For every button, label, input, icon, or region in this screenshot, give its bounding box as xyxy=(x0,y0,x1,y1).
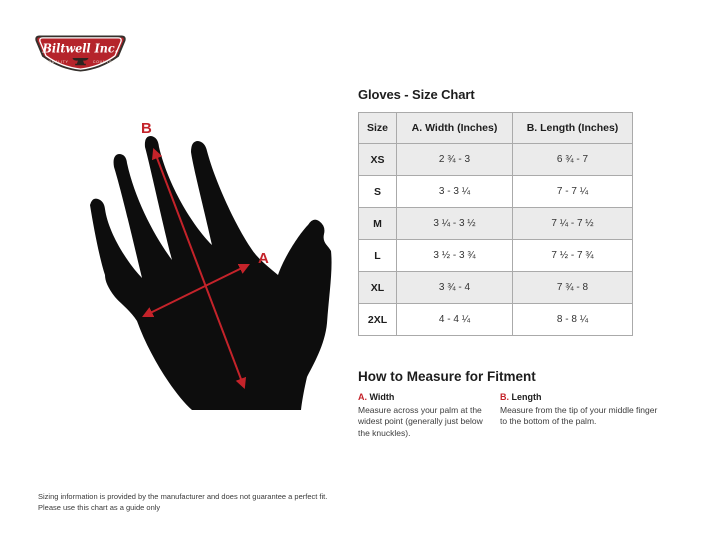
biltwell-logo xyxy=(33,34,128,73)
disclaimer-line-2: Please use this chart as a guide only xyxy=(38,503,161,513)
length-cell: 7 ¼ - 7 ½ xyxy=(513,208,633,240)
measure-width-key: A. xyxy=(358,392,367,402)
length-cell: 7 ½ - 7 ¾ xyxy=(513,240,633,272)
table-row xyxy=(359,208,633,240)
measure-length-label xyxy=(500,392,662,402)
measure-width-block xyxy=(358,392,496,439)
size-chart-table xyxy=(358,112,633,336)
width-cell: 4 - 4 ¼ xyxy=(397,304,513,336)
size-cell: L xyxy=(359,240,397,272)
measure-width-label xyxy=(358,392,496,402)
size-chart-title: Gloves - Size Chart xyxy=(358,87,475,102)
brand-script-text: Biltwell Inc. xyxy=(41,41,119,56)
length-cell: 8 - 8 ¼ xyxy=(513,304,633,336)
column-header: B. Length (Inches) xyxy=(513,113,633,144)
table-row xyxy=(359,176,633,208)
size-cell: XL xyxy=(359,272,397,304)
disclaimer-line-1: Sizing information is provided by the manufacturer and does not guarantee a perfect fit. xyxy=(38,492,328,501)
length-cell: 7 - 7 ¼ xyxy=(513,176,633,208)
measure-length-text: Measure from the tip of your middle finger to the bottom of the palm. xyxy=(500,405,658,427)
column-header: A. Width (Inches) xyxy=(397,113,513,144)
size-table-header xyxy=(359,113,633,144)
measure-width-text: Measure across your palm at the widest point (generally just below the knuckles). xyxy=(358,405,483,438)
measure-length-name: Length xyxy=(511,392,542,402)
disclaimer xyxy=(38,491,327,514)
table-row xyxy=(359,304,633,336)
width-cell: 2 ¾ - 3 xyxy=(397,144,513,176)
width-cell: 3 ¾ - 4 xyxy=(397,272,513,304)
column-header: Size xyxy=(359,113,397,144)
size-cell: XS xyxy=(359,144,397,176)
width-cell: 3 - 3 ¼ xyxy=(397,176,513,208)
size-table-body xyxy=(359,144,633,336)
measure-section-title: How to Measure for Fitment xyxy=(358,369,536,384)
table-row xyxy=(359,144,633,176)
label-a: A xyxy=(258,250,269,267)
hand-silhouette xyxy=(90,136,332,410)
size-cell: 2XL xyxy=(359,304,397,336)
measure-width-name: Width xyxy=(369,392,395,402)
length-cell: 7 ¾ - 8 xyxy=(513,272,633,304)
size-cell: M xyxy=(359,208,397,240)
table-row xyxy=(359,272,633,304)
tagline-counts: COUNTS xyxy=(92,60,113,64)
size-cell: S xyxy=(359,176,397,208)
measure-length-key: B. xyxy=(500,392,509,402)
table-row xyxy=(359,240,633,272)
label-b: B xyxy=(141,120,152,137)
width-cell: 3 ½ - 3 ¾ xyxy=(397,240,513,272)
hand-measurement-diagram xyxy=(70,105,350,435)
length-cell: 6 ¾ - 7 xyxy=(513,144,633,176)
measure-length-block xyxy=(500,392,662,428)
width-cell: 3 ¼ - 3 ½ xyxy=(397,208,513,240)
tagline-quality: QUALITY xyxy=(48,60,69,64)
